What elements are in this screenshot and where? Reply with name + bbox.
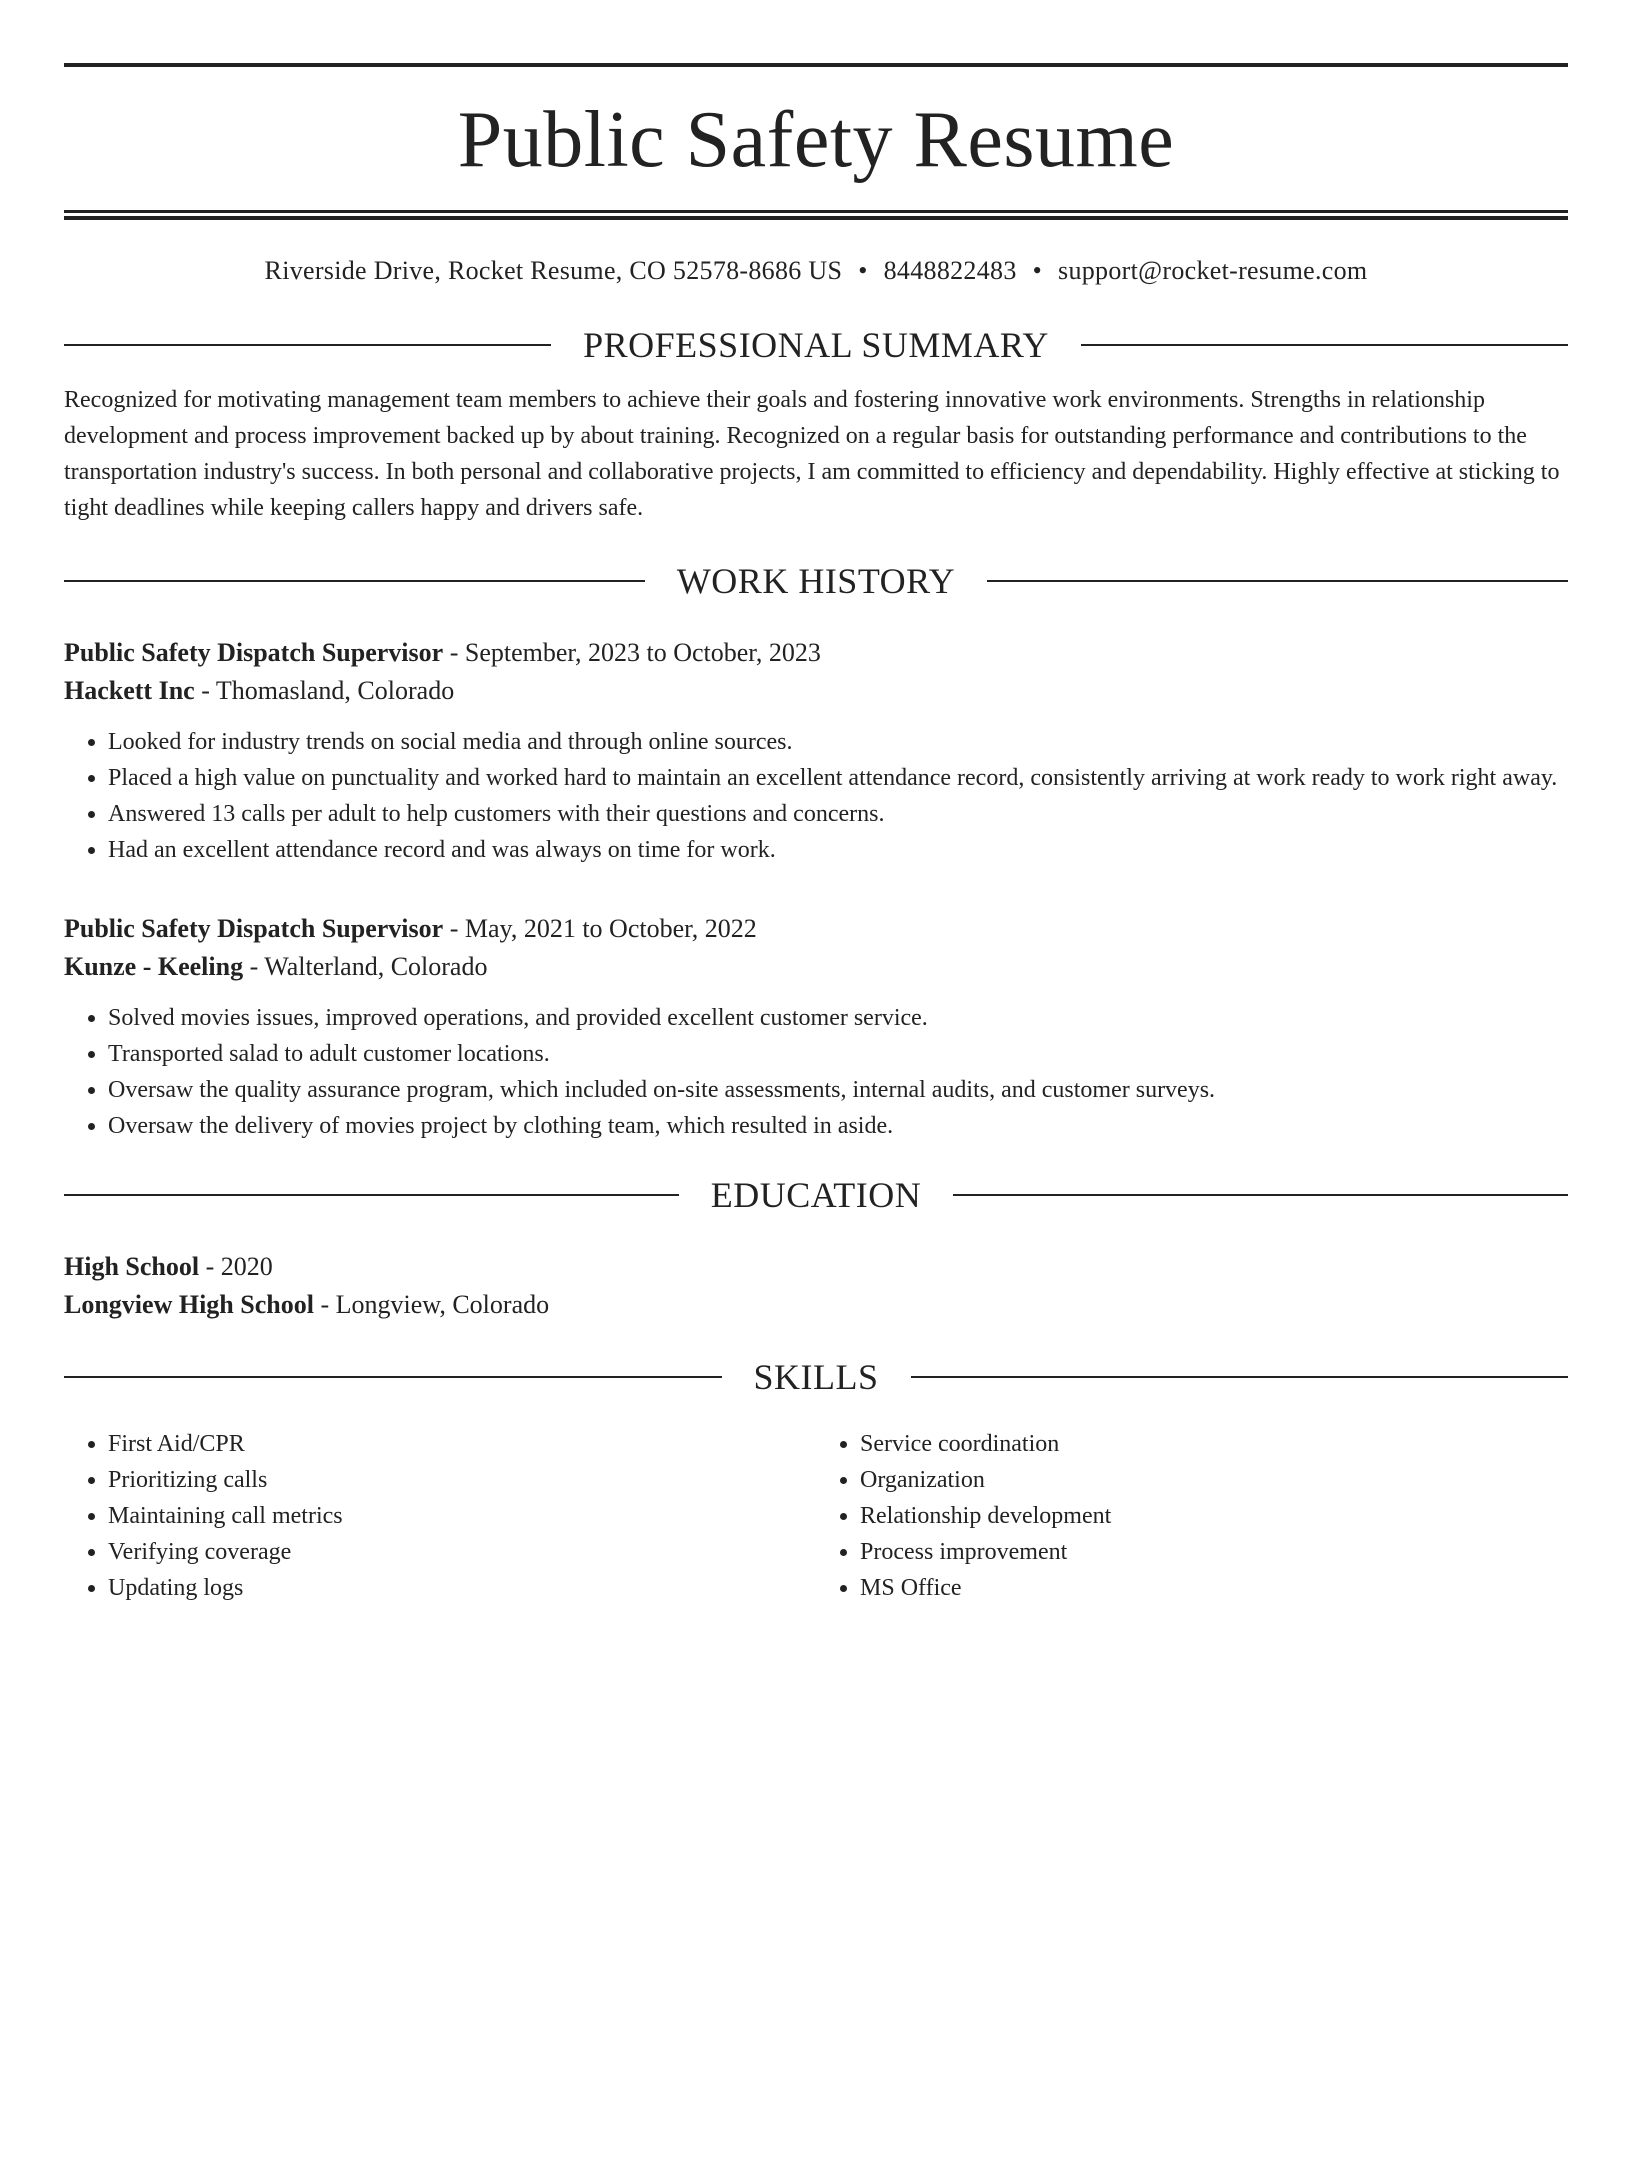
heading-rule-right: [911, 1376, 1569, 1378]
job-title: Public Safety Dispatch Supervisor: [64, 638, 444, 667]
list-item: • Oversaw the quality assurance program, which included on-site assessments, internal audits, and customer surveys.: [108, 1072, 1568, 1108]
job-entry: [64, 910, 1568, 1144]
job-title-line: Public Safety Dispatch Supervisor - May, 2021 to October, 2022: [64, 914, 757, 943]
job-location: Walterland, Colorado: [264, 952, 488, 981]
contact-email: support@rocket-resume.com: [1058, 256, 1368, 285]
job-entry: [64, 634, 1568, 868]
list-item: • MS Office: [860, 1570, 1568, 1606]
list-item: • Maintaining call metrics: [108, 1498, 816, 1534]
skills-list: [64, 1426, 1568, 1606]
section-title: SKILLS: [753, 1357, 879, 1397]
contact-separator: •: [1032, 256, 1043, 285]
title-double-rule: [64, 210, 1568, 220]
education-degree-line: High School - 2020: [64, 1252, 273, 1281]
list-item: • Updating logs: [108, 1570, 816, 1606]
heading-rule-left: [64, 1194, 679, 1196]
list-item: • Organization: [860, 1462, 1568, 1498]
contact-separator: •: [858, 256, 868, 285]
job-dates: May, 2021 to October, 2022: [464, 914, 757, 943]
education-location: Longview, Colorado: [335, 1290, 550, 1319]
job-bullets: [64, 724, 1568, 868]
resume-page: [0, 63, 1632, 2175]
list-item: • Process improvement: [860, 1534, 1568, 1570]
job-title-line: Public Safety Dispatch Supervisor - September, 2023 to October, 2023: [64, 638, 821, 667]
skills-column-left: [64, 1426, 816, 1606]
list-item: • Looked for industry trends on social media and through online sources.: [108, 724, 1568, 760]
education-school-line: Longview High School - Longview, Colorado: [64, 1290, 550, 1319]
education-year: 2020: [220, 1252, 273, 1281]
list-item: • Answered 13 calls per adult to help customers with their questions and concerns.: [108, 796, 1568, 832]
heading-rule-left: [64, 344, 551, 346]
resume-title: Public Safety Resume: [457, 96, 1175, 184]
heading-rule-right: [987, 580, 1568, 582]
section-heading-summary: [64, 320, 1568, 370]
job-location: Thomasland, Colorado: [215, 676, 455, 705]
heading-rule-left: [64, 1376, 722, 1378]
skills-column-right: [816, 1426, 1568, 1606]
list-item: • Solved movies issues, improved operations, and provided excellent customer service.: [108, 1000, 1568, 1036]
list-item: • First Aid/CPR: [108, 1426, 816, 1462]
list-item: • Prioritizing calls: [108, 1462, 816, 1498]
list-item: • Transported salad to adult customer locations.: [108, 1036, 1568, 1072]
job-dates: September, 2023 to October, 2023: [464, 638, 821, 667]
list-item: • Verifying coverage: [108, 1534, 816, 1570]
contact-address: Riverside Drive, Rocket Resume, CO 52578-8686 US: [264, 256, 843, 285]
job-company: Hackett Inc: [64, 676, 195, 705]
list-item: • Placed a high value on punctuality and worked hard to maintain an excellent attendance record, consistently arriving at work ready to work right away.: [108, 760, 1568, 796]
section-title: EDUCATION: [710, 1175, 922, 1215]
job-company-line: Hackett Inc - Thomasland, Colorado: [64, 676, 455, 705]
heading-rule-right: [953, 1194, 1568, 1196]
job-title: Public Safety Dispatch Supervisor: [64, 914, 444, 943]
top-rule: [64, 63, 1568, 67]
section-heading-education: [64, 1170, 1568, 1220]
section-heading-work-history: [64, 556, 1568, 606]
section-title: WORK HISTORY: [676, 561, 956, 601]
list-item: • Had an excellent attendance record and was always on time for work.: [108, 832, 1568, 868]
heading-rule-left: [64, 580, 645, 582]
job-bullets: [64, 1000, 1568, 1144]
education-entry: [64, 1248, 1568, 1324]
list-item: • Service coordination: [860, 1426, 1568, 1462]
section-heading-skills: [64, 1352, 1568, 1402]
contact-line: [64, 254, 1568, 288]
job-company: Kunze - Keeling: [64, 952, 244, 981]
education-degree: High School: [64, 1252, 200, 1281]
section-title: PROFESSIONAL SUMMARY: [583, 325, 1049, 365]
summary-text: Recognized for motivating management team members to achieve their goals and fostering innovative work environments. Strengths in relationship development and process improvement backed up by about training. Recognized on a regular basis for outstanding performance and contributions to the transportation industry's success. In both personal and collaborative projects, I am committed to efficiency and dependability. Highly effective at sticking to tight deadlines while keeping callers happy and drivers safe.: [64, 387, 1560, 521]
education-school: Longview High School: [64, 1290, 314, 1319]
contact-phone: 8448822483: [883, 256, 1017, 285]
heading-rule-right: [1081, 344, 1568, 346]
list-item: • Relationship development: [860, 1498, 1568, 1534]
list-item: • Oversaw the delivery of movies project by clothing team, which resulted in aside.: [108, 1108, 1568, 1144]
job-company-line: Kunze - Keeling - Walterland, Colorado: [64, 952, 488, 981]
